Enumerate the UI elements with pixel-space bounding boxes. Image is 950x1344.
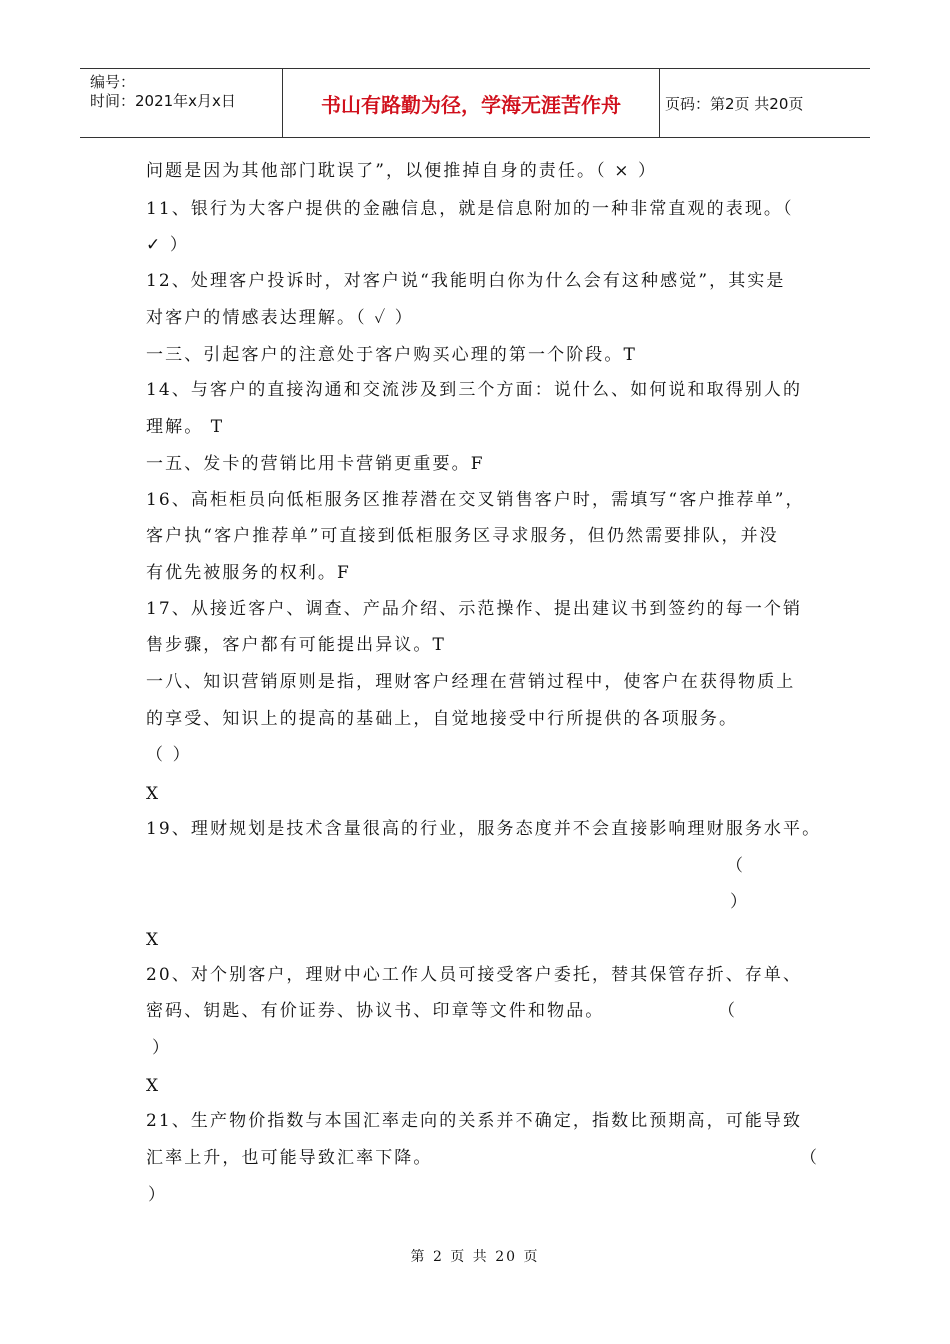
text-line: 21、生产物价指数与本国汇率走向的关系并不确定，指数比预期高，可能导致 — [146, 1111, 803, 1131]
text-line: （ — [718, 1001, 738, 1021]
text-line: 一三、引起客户的注意处于客户购买心理的第一个阶段。T — [146, 345, 637, 365]
text-line: 问题是因为其他部门耽误了”，以便推掉自身的责任。（ × ） — [146, 161, 658, 181]
text-line: 汇率上升，也可能导致汇率下降。 — [146, 1148, 433, 1168]
text-line: 14、与客户的直接沟通和交流涉及到三个方面：说什么、如何说和取得别人的 — [146, 380, 803, 400]
text-line: 12、处理客户投诉时，对客户说“我能明白你为什么会有这种感觉”，其实是 — [146, 271, 786, 291]
text-line: （ ） — [146, 745, 192, 765]
text-line: X — [146, 930, 161, 950]
text-line: 16、高柜柜员向低柜服务区推荐潜在交叉销售客户时，需填写“客户推荐单”， — [146, 490, 805, 510]
text-line: 售步骤，客户都有可能提出异议。T — [146, 635, 446, 655]
text-line: （ — [726, 856, 746, 876]
text-line: 20、对个别客户，理财中心工作人员可接受客户委托，替其保管存折、存单、 — [146, 965, 803, 985]
text-line: 的享受、知识上的提高的基础上，自觉地接受中行所提供的各项服务。 — [146, 709, 739, 729]
text-line: 11、银行为大客户提供的金融信息，就是信息附加的一种非常直观的表现。（ — [146, 199, 794, 219]
text-line: ） — [148, 1185, 168, 1205]
header-motto-cell — [282, 69, 660, 137]
doc-number-label: 编号： — [90, 73, 136, 91]
text-line: 17、从接近客户、调查、产品介绍、示范操作、提出建议书到签约的每一个销 — [146, 599, 803, 619]
text-line: 理解。 T — [146, 417, 225, 437]
page-footer: 第 2 页 共 20 页 — [410, 1249, 540, 1265]
text-line: ） — [152, 1038, 172, 1058]
document-header — [80, 68, 870, 138]
text-line: 一八、知识营销原则是指，理财客户经理在营销过程中，使客户在获得物质上 — [146, 672, 796, 692]
text-line: 客户执“客户推荐单”可直接到低柜服务区寻求服务，但仍然需要排队，并没 — [146, 526, 779, 546]
text-line: ） — [730, 892, 750, 912]
header-page-info: 页码：第2页 共20页 — [665, 94, 804, 113]
text-line: 一五、发卡的营销比用卡营销更重要。F — [146, 454, 485, 474]
text-line: 19、理财规划是技术含量很高的行业，服务态度并不会直接影响理财服务水平。 — [146, 819, 822, 839]
header-motto: 书山有路勤为径，学海无涯苦作舟 — [321, 92, 621, 117]
text-line: 有优先被服务的权利。F — [146, 563, 351, 583]
text-line: （ — [800, 1148, 820, 1168]
text-line: X — [146, 1076, 161, 1096]
text-line: X — [146, 784, 161, 804]
text-line: ✓ ） — [146, 235, 189, 255]
doc-time-label: 时间：2021年x月x日 — [90, 92, 236, 110]
header-meta — [80, 69, 282, 141]
text-line: 密码、钥匙、有价证券、协议书、印章等文件和物品。 — [146, 1001, 605, 1021]
text-line: 对客户的情感表达理解。（ ✓ ） — [146, 308, 414, 328]
